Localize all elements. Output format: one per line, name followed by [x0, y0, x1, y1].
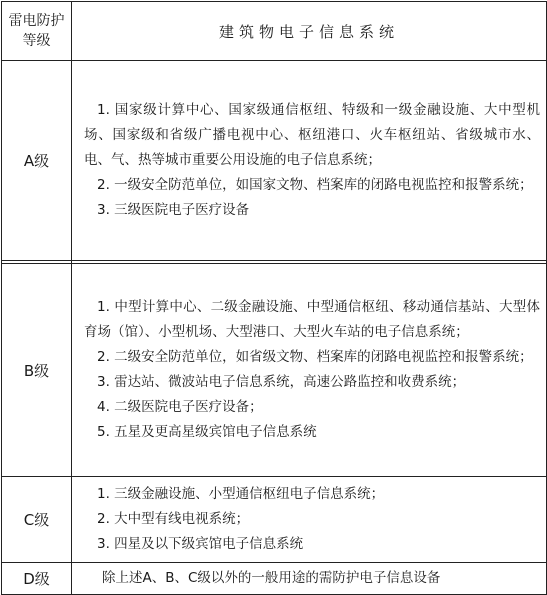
header-level-line2: 等级: [22, 33, 51, 49]
list-item: 2. 一级安全防范单位，如国家文物、档案库的闭路电视监控和报警系统；: [97, 177, 533, 193]
list-item: 1. 中型计算中心、二级金融设施、中型通信枢纽、移动通信基站、大型体育场（馆）、小型机场、大型港口、大型火车站的电子信息系统；: [84, 299, 540, 340]
level-description: [72, 477, 547, 563]
list-item: 2. 大中型有线电视系统；: [97, 511, 250, 527]
level-label: C级: [2, 477, 72, 563]
header-systems: 建筑物电子信息系统: [72, 2, 547, 61]
header-level-line1: 雷电防护: [8, 13, 65, 29]
list-item: 3. 雷达站、微波站电子信息系统，高速公路监控和收费系统；: [97, 374, 466, 390]
header-protection-level: [2, 2, 72, 61]
list-item: 3. 三级医院电子医疗设备: [97, 202, 250, 218]
table-row-level-d: [2, 563, 547, 595]
list-item: 1. 三级金融设施、小型通信枢纽电子信息系统；: [97, 486, 385, 502]
list-item: 3. 四星及以下级宾馆电子信息系统: [97, 536, 304, 552]
list-item: 2. 二级安全防范单位，如省级文物、档案库的闭路电视监控和报警系统；: [97, 349, 533, 365]
list-item: 4. 二级医院电子医疗设备；: [97, 399, 263, 415]
level-description: 除上述A、B、C级以外的一般用途的需防护电子信息设备: [72, 563, 547, 595]
table-row-level-c: [2, 477, 547, 563]
level-label: B级: [2, 264, 72, 477]
table-row-level-a: [2, 61, 547, 261]
table-row-level-b: [2, 264, 547, 477]
level-description: [72, 61, 547, 261]
level-description: [72, 264, 547, 477]
list-item: 5. 五星及更高星级宾馆电子信息系统: [97, 424, 317, 440]
table-header-row: [2, 2, 547, 61]
level-label: D级: [2, 563, 72, 595]
list-item: 1. 国家级计算中心、国家级通信枢纽、特级和一级金融设施、大中型机场、国家级和省级广播电视中心、枢纽港口、火车枢纽站、省级城市水、电、气、热等城市重要公用设施的电子信息系统；: [84, 102, 540, 168]
protection-level-table: [1, 1, 547, 595]
level-label: A级: [2, 61, 72, 261]
